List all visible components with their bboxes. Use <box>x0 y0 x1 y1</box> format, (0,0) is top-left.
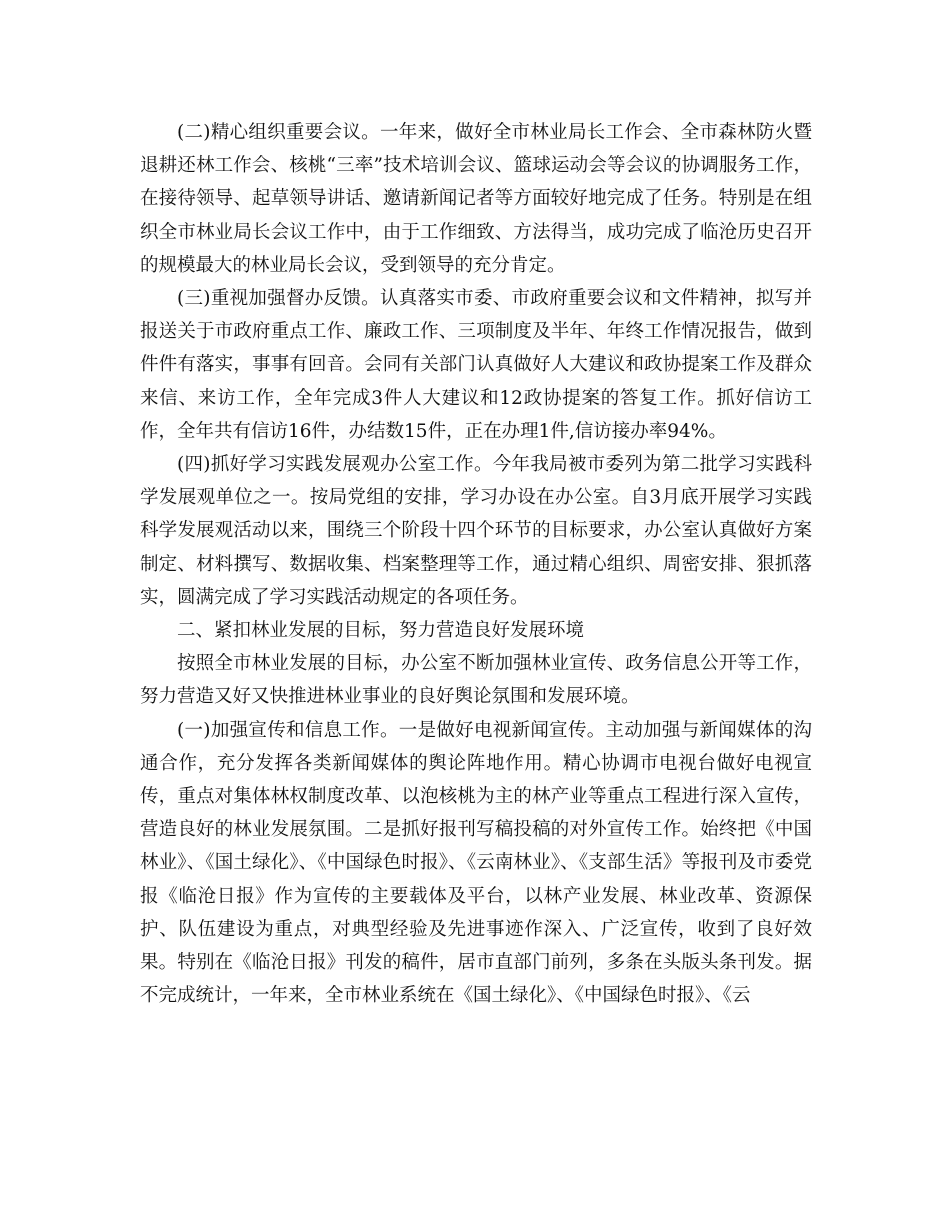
document-body <box>140 116 812 1012</box>
paragraph-meeting-organization: (二)精心组织重要会议。一年来，做好全市林业局长工作会、全市森林防火暨退耕还林工作会、核桃“三率”技术培训会议、篮球运动会等会议的协调服务工作，在接待领导、起草领导讲话、邀请新闻记者等方面较好地完成了任务。特别是在组织全市林业局长会议工作中，由于工作细致、方法得当，成功完成了临沧历史召开的规模最大的林业局长会议，受到领导的充分肯定。 <box>140 122 812 276</box>
paragraph-section-intro: 按照全市林业发展的目标，办公室不断加强林业宣传、政务信息公开等工作，努力营造又好又快推进林业事业的良好舆论氛围和发展环境。 <box>140 653 812 708</box>
section-heading-2: 二、紧扣林业发展的目标，努力营造良好发展环境 <box>177 620 585 642</box>
paragraph-study-practice: (四)抓好学习实践发展观办公室工作。今年我局被市委列为第二批学习实践科学发展观单位之一。按局党组的安排，学习办设在办公室。自3月底开展学习实践科学发展观活动以来，围绕三个阶段十四个环节的目标要求，办公室认真做好方案制定、材料撰写、数据收集、档案整理等工作，通过精心组织、周密安排、狠抓落实，圆满完成了学习实践活动规定的各项任务。 <box>140 454 812 608</box>
paragraph-supervision-feedback: (三)重视加强督办反馈。认真落实市委、市政府重要会议和文件精神，拟写并报送关于市政府重点工作、廉政工作、三项制度及半年、年终工作情况报告，做到件件有落实，事事有回音。会同有关部门认真做好人大建议和政协提案工作及群众来信、来访工作，全年完成3件人大建议和12政协提案的答复工作。抓好信访工作，全年共有信访16件，办结数15件，正在办理1件,信访接办率94%。 <box>140 288 812 442</box>
paragraph-publicity-information: (一)加强宣传和信息工作。一是做好电视新闻宣传。主动加强与新闻媒体的沟通合作，充分发挥各类新闻媒体的舆论阵地作用。精心协调市电视台做好电视宣传，重点对集体林权制度改革、以泡核桃为主的林产业等重点工程进行深入宣传，营造良好的林业发展氛围。二是抓好报刊写稿投稿的对外宣传工作。始终把《中国林业》、《国土绿化》、《中国绿色时报》、《云南林业》、《支部生活》等报刊及市委党报《临沧日报》作为宣传的主要载体及平台，以林产业发展、林业改革、资源保护、队伍建设为重点，对典型经验及先进事迹作深入、广泛宣传，收到了良好效果。特别在《临沧日报》刊发的稿件，居市直部门前列，多条在头版头条刊发。据不完成统计，一年来，全市林业系统在《国土绿化》、《中国绿色时报》、《云 <box>140 719 812 1007</box>
